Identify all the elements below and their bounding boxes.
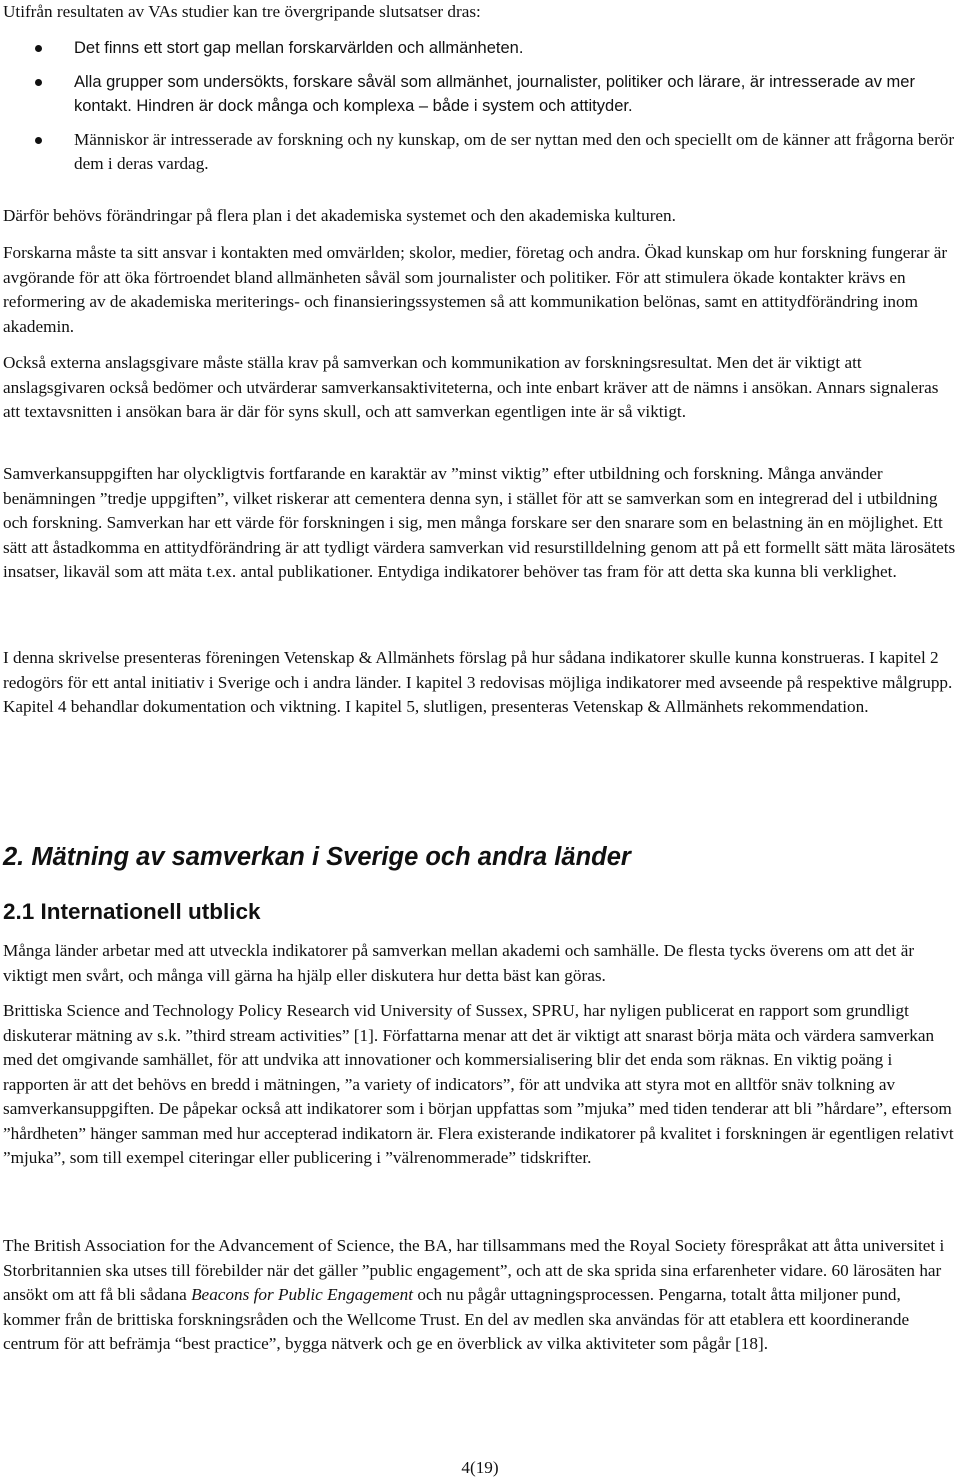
bullet-icon: [35, 45, 42, 52]
body-paragraph: Brittiska Science and Technology Policy Research vid University of Sussex, SPRU, har nyligen publicerat en rapport som grundligt diskuterar mätning av s.k. ”third stream activities” [1]. Författarna menar att det är viktigt att snarast börja mäta och värdera samverkan med det omgivande samhället, för att undvika att innovationer och kommersialisering blir det enda som räknas. En viktig poäng i rapporten är att det behövs en bredd i mätningen, ”a variety of indicators”, för att undvika att styra mot en alltför snäv tolkning av samverkansuppgiften. De påpekar också att indikatorer som i början uppfattas som ”mjuka” med tiden tenderar att bli ”hårdare”, eftersom ”hårdheten” hänger samman med hur accepterad indikatorn är. Flera existerande indikatorer på kvalitet i forskningen är egentligen relativt ”mjuka”, som till exempel citeringar eller publicering i ”välrenommerade” tidskrifter.: [3, 1001, 954, 1167]
body-paragraph: Också externa anslagsgivare måste ställa krav på samverkan och kommunikation av forskningsresultat. Men det är viktigt att anslagsgivaren också bedömer och utvärderar samverkansaktiviteterna, och inte enbart kräver att de nämns i ansökan. Annars signaleras att textavsnitten i ansökan bara är där för syns skull, och att samverkan egentligen inte är så viktigt.: [3, 353, 939, 421]
list-item: [3, 70, 958, 119]
bullet-icon: [35, 79, 42, 86]
ba-text-before: The British Association for the Advancement of Science, the BA, har tillsammans med the Royal Society förespråkat att åtta universitet i Storbritannien ska utses till förebilder när det gäller ”public engagement”, och att de ska sprida sina erfarenheter vidare. 60 lärosäten har ansökt om att få bli sådana: [3, 1236, 945, 1304]
list-item: [3, 36, 958, 61]
body-paragraph: Därför behövs förändringar på flera plan i det akademiska systemet och den akademiska kulturen.: [3, 206, 676, 225]
body-paragraph: Forskarna måste ta sitt ansvar i kontakten med omvärlden; skolor, medier, företag och andra. Ökad kunskap om hur forskning fungerar är avgörande för att öka förtroendet bland allmänheten såväl som journalister och politiker. För att stimulera ökade kontakter krävs en reformering av de akademiska meriterings- och finansieringssystemen så att kommunikation belönas, samt en attitydförändring inom akademin.: [3, 243, 948, 336]
body-paragraph: Många länder arbetar med att utveckla indikatorer på samverkan mellan akademi och samhälle. De flesta tycks överens om att det är viktigt men svårt, och många vill gärna ha hjälp eller diskutera hur detta bäst kan göras.: [3, 941, 915, 985]
bullet-text: Människor är intresserade av forskning och ny kunskap, om de ser nyttan med den och speciellt om de känner att frågorna berör dem i deras vardag.: [74, 129, 955, 173]
section-heading: 2.1 Internationell utblick: [3, 899, 261, 924]
bullet-text: Det finns ett stort gap mellan forskarvärlden och allmänheten.: [74, 39, 524, 57]
page-number: 4(19): [461, 1458, 499, 1477]
body-paragraph: [3, 1234, 958, 1357]
beacons-emphasis: Beacons for Public Engagement: [191, 1285, 414, 1304]
body-paragraph: I denna skrivelse presenteras föreningen Vetenskap & Allmänhets förslag på hur sådana indikatorer skulle kunna konstrueras. I kapitel 2 redogörs för ett antal initiativ i Sverige och i andra länder. I kapitel 3 redovisas möjliga indikatorer med avseende på respektive målgrupp. Kapitel 4 behandlar dokumentation och viktning. I kapitel 5, slutligen, presenteras Vetenskap & Allmänhets rekommendation.: [3, 648, 953, 716]
list-item: [3, 128, 958, 177]
bullet-icon: [35, 137, 42, 144]
intro-paragraph: Utifrån resultaten av VAs studier kan tre övergripande slutsatser dras:: [3, 2, 481, 21]
bullet-text: Alla grupper som undersökts, forskare såväl som allmänhet, journalister, politiker och lärare, är intresserade av mer kontakt. Hindren är dock många och komplexa – både i system och attityder.: [74, 72, 915, 115]
conclusions-list: [3, 36, 958, 177]
ba-text-after: och nu pågår uttagningsprocessen. Pengarna, totalt åtta miljoner pund, kommer från de brittiska forskningsråden och the Wellcome Trust. En del av medlen ska användas för att etablera ett koordinerande centrum för att befrämja “best practice”, bygga nätverk och ge en överblick av vilka aktiviteter som pågår [18].: [3, 1285, 910, 1353]
chapter-heading: 2. Mätning av samverkan i Sverige och andra länder: [3, 843, 631, 871]
body-paragraph: Samverkansuppgiften har olyckligtvis fortfarande en karaktär av ”minst viktig” efter utbildning och forskning. Många använder benämningen ”tredje uppgiften”, vilket riskerar att cementera denna syn, i stället för att se samverkan som en integrerad del i utbildning och forskning. Samverkan har ett värde för forskningen i sig, men många forskare ser den snarare som en belastning än en möjlighet. Ett sätt att åstadkomma en attitydförändring är att tydligt värdera samverkan vid resurstilldelning genom att på ett formellt sätt mäta lärosätets insatser, likaväl som att mäta t.ex. antal publikationer. Entydiga indikatorer behöver tas fram för att detta ska kunna bli verklighet.: [3, 464, 956, 581]
